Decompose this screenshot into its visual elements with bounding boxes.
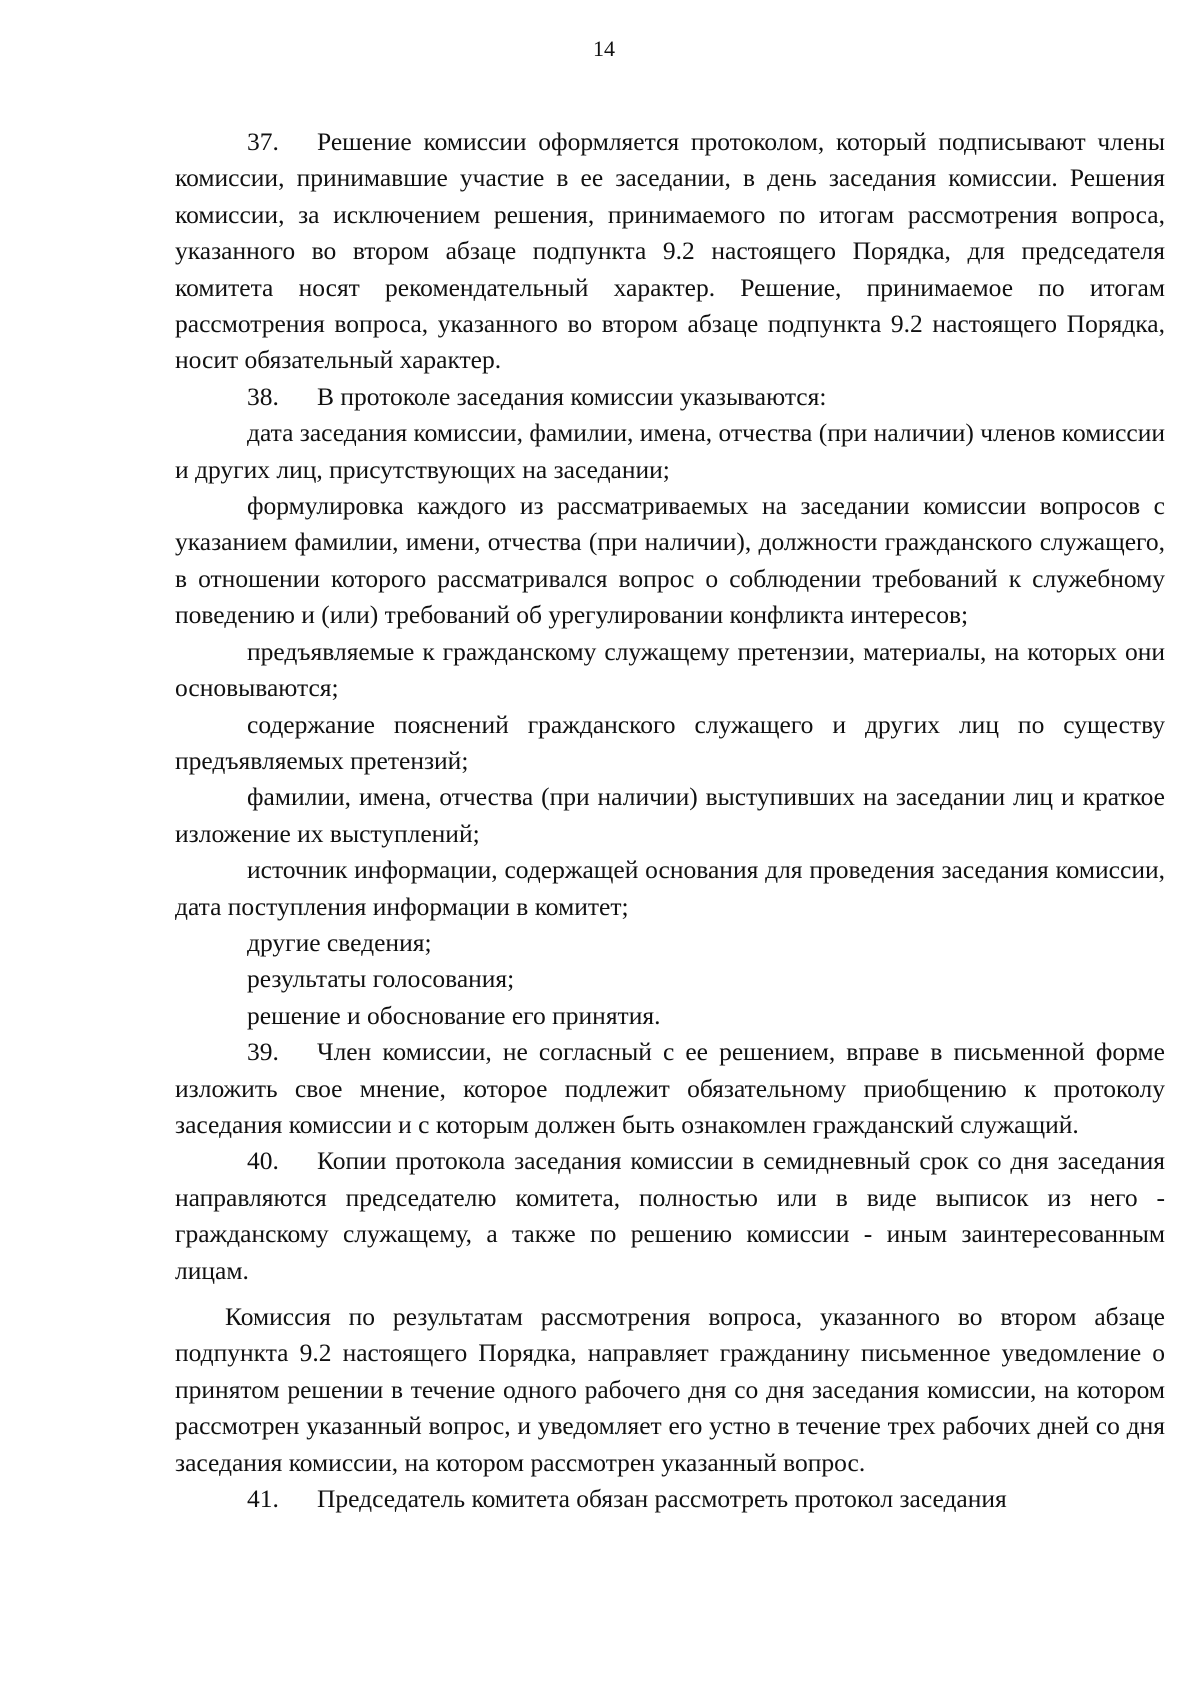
paragraph-number: 39. [247, 1037, 279, 1067]
document-body [175, 124, 1165, 1517]
paragraph-number: 37. [247, 127, 279, 156]
paragraph-text: Член комиссии, не согласный с ее решением, вправе в письменной форме изложить свое мнение, которое подлежит обязательному приобщению к протоколу заседания комиссии и с которым должен быть ознакомлен гражданский служащий. [175, 1037, 1165, 1139]
paragraph-number: 41. [247, 1484, 279, 1514]
paragraph-commission-notice: Комиссия по результатам рассмотрения вопроса, указанного во втором абзаце подпункта 9.2 настоящего Порядка, направляет гражданину письменное уведомление о принятом решении в течение одного рабочего дня со дня заседания комиссии, на котором рассмотрен указанный вопрос, и уведомляет его устно в течение трех рабочих дней со дня заседания комиссии, на котором рассмотрен указанный вопрос. [175, 1302, 1165, 1477]
list-item: другие сведения; [247, 927, 432, 957]
paragraph-38 [175, 379, 1165, 415]
paragraph-37 [175, 124, 1165, 379]
list-item: предъявляемые к гражданскому служащему претензии, материалы, на которых они основываются; [175, 636, 1165, 703]
list-item: дата заседания комиссии, фамилии, имена, отчества (при наличии) членов комиссии и других лиц, присутствующих на заседании; [175, 418, 1165, 484]
paragraph-number: 38. [247, 381, 279, 411]
list-item: содержание пояснений гражданского служащего и других лиц по существу предъявляемых претензий; [175, 709, 1165, 775]
paragraph-41 [175, 1481, 1165, 1517]
paragraph-text: Председатель комитета обязан рассмотреть протокол заседания [317, 1484, 1007, 1514]
paragraph-39 [175, 1034, 1165, 1143]
list-item: источник информации, содержащей основания для проведения заседания комиссии, дата поступления информации в комитет; [175, 855, 1165, 921]
paragraph-40 [175, 1143, 1165, 1289]
paragraph-number: 40. [247, 1146, 279, 1176]
page-number: 14 [593, 36, 615, 61]
list-item: фамилии, имена, отчества (при наличии) выступивших на заседании лиц и краткое изложение их выступлений; [175, 782, 1165, 848]
list-item: результаты голосования; [247, 964, 515, 994]
list-item: решение и обоснование его принятия. [247, 1000, 661, 1030]
paragraph-text: Копии протокола заседания комиссии в семидневный срок со дня заседания направляются председателю комитета, полностью или в виде выписок из него - гражданскому служащему, а также по решению комиссии - иным заинтересованным лицам. [175, 1146, 1165, 1285]
list-item: формулировка каждого из рассматриваемых на заседании комиссии вопросов с указанием фамилии, имени, отчества (при наличии), должности гражданского служащего, в отношении которого рассматривался вопрос о соблюдении требований к служебному поведению и (или) требований об урегулировании конфликта интересов; [175, 491, 1165, 630]
paragraph-text: Решение комиссии оформляется протоколом, который подписывают члены комиссии, принимавшие участие в ее заседании, в день заседания комиссии. Решения комиссии, за исключением решения, принимаемого по итогам рассмотрения вопроса, указанного во втором абзаце подпункта 9.2 настоящего Порядка, для председателя комитета носят рекомендательный характер. Решение, принимаемое по итогам рассмотрения вопроса, указанного во втором абзаце подпункта 9.2 настоящего Порядка, носит обязательный характер. [175, 127, 1165, 375]
paragraph-text: В протоколе заседания комиссии указываются: [317, 381, 827, 411]
